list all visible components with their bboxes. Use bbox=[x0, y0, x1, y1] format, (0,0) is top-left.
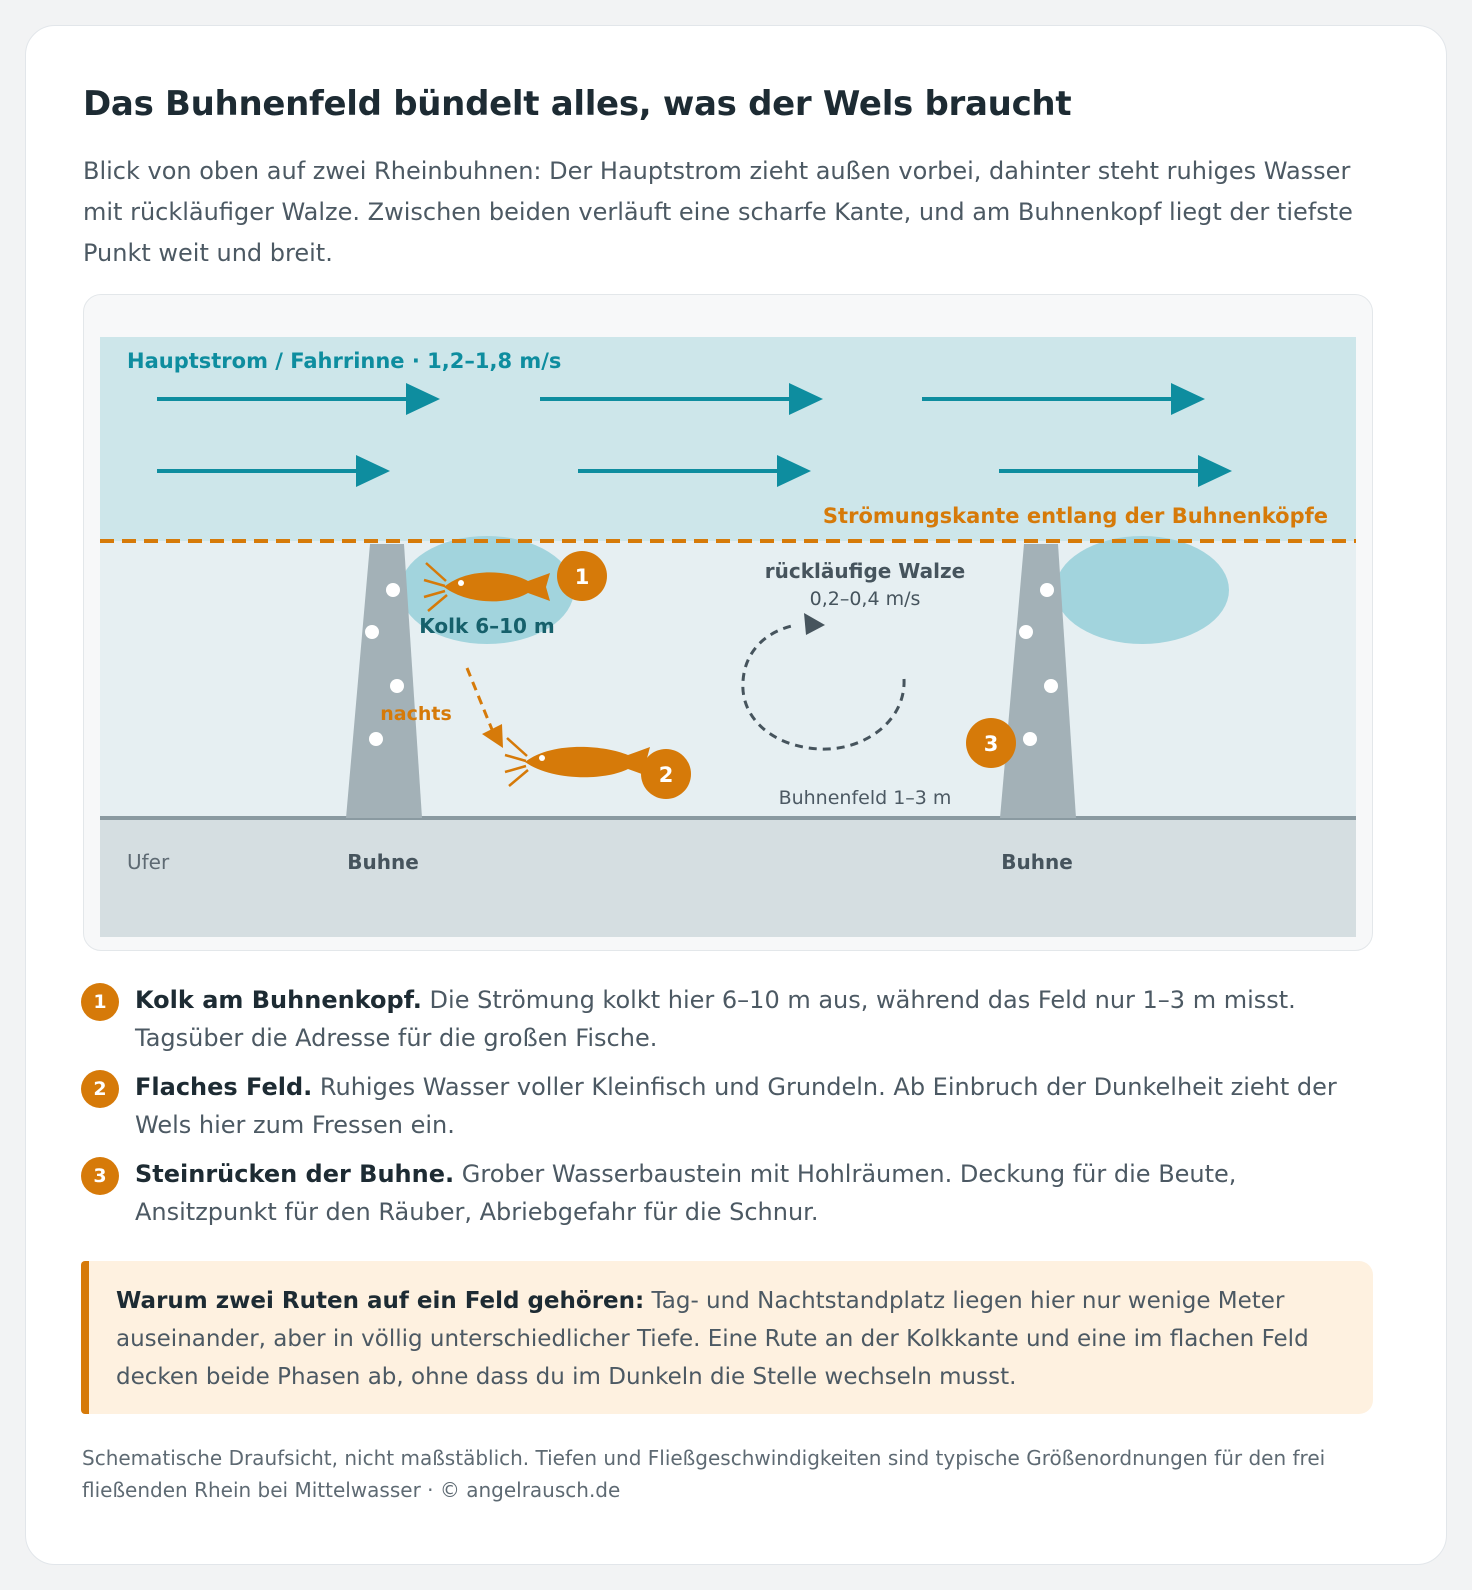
marker-1 bbox=[557, 551, 607, 601]
stone bbox=[1019, 625, 1033, 639]
legend-item bbox=[81, 1068, 1381, 1144]
eddy-label: rückläufige Walze bbox=[764, 559, 966, 583]
legend-item bbox=[81, 981, 1381, 1057]
legend-item-title: Kolk am Buhnenkopf. bbox=[135, 986, 422, 1014]
svg-text:2: 2 bbox=[658, 763, 674, 787]
tip-callout bbox=[81, 1261, 1373, 1414]
main-stream-label: Hauptstrom / Fahrrinne · 1,2–1,8 m/s bbox=[127, 349, 562, 373]
field-depth-label: Buhnenfeld 1–3 m bbox=[778, 787, 952, 809]
current-edge-label: Strömungskante entlang der Buhnenköpfe bbox=[822, 504, 1328, 528]
svg-text:3: 3 bbox=[983, 732, 999, 756]
stone bbox=[1044, 679, 1058, 693]
shore-area bbox=[100, 817, 1356, 937]
stone bbox=[390, 679, 404, 693]
footer-caption: Schematische Draufsicht, nicht maßstäblich. Tiefen und Fließgeschwindigkeiten sind typische Größenordnungen für den frei fließenden Rhein bei Mittelwasser · © angelrausch.de bbox=[82, 1446, 1326, 1502]
kolk-label: Kolk 6–10 m bbox=[419, 614, 555, 638]
legend-item-title: Steinrücken der Buhne. bbox=[135, 1160, 455, 1188]
marker-3 bbox=[966, 718, 1016, 768]
legend-item-text: Grober Wasserbaustein mit Hohlräumen. Deckung für die Beute, Ansitzpunkt für den Räuber, Abriebgefahr für die Schnur. bbox=[135, 1160, 1237, 1226]
groyne-diagram-svg bbox=[84, 295, 1374, 952]
lead-paragraph: Blick von oben auf zwei Rheinbuhnen: Der Hauptstrom zieht außen vorbei, dahinter steht ruhiges Wasser mit rückläufiger Walze. Zwischen beiden verläuft eine scharfe Kante, und am Buhnenkopf liegt der tiefste Punkt weit und breit. bbox=[83, 157, 1353, 267]
legend-item-text: Die Strömung kolkt hier 6–10 m aus, während das Feld nur 1–3 m misst. Tagsüber die Adresse für die großen Fische. bbox=[135, 986, 1296, 1052]
legend-list bbox=[81, 981, 1381, 1242]
tip-text: Tag- und Nachtstandplatz liegen hier nur wenige Meter auseinander, aber in völlig unterschiedlicher Tiefe. Eine Rute an der Kolkkante und eine im flachen Feld decken beide Phasen ab, ohne dass du im Dunkeln die Stelle wechseln musst. bbox=[116, 1288, 1309, 1390]
tip-title: Warum zwei Ruten auf ein Feld gehören: bbox=[116, 1288, 645, 1314]
stone bbox=[1040, 583, 1054, 597]
eddy-speed-label: 0,2–0,4 m/s bbox=[809, 588, 921, 610]
groyne-right-label: Buhne bbox=[1001, 850, 1073, 874]
groyne-diagram bbox=[83, 294, 1373, 951]
legend-item bbox=[81, 1155, 1381, 1231]
stone bbox=[386, 583, 400, 597]
legend-badge-1: 1 bbox=[81, 983, 119, 1021]
legend-badge-3: 3 bbox=[81, 1157, 119, 1195]
kolk-pool-right bbox=[1055, 536, 1229, 644]
page-title: Das Buhnenfeld bündelt alles, was der Wels braucht bbox=[83, 84, 1072, 124]
svg-text:1: 1 bbox=[574, 565, 590, 589]
stone bbox=[369, 732, 383, 746]
night-label: nachts bbox=[380, 703, 452, 725]
shore-label: Ufer bbox=[127, 850, 170, 874]
stone bbox=[1023, 732, 1037, 746]
infographic-card bbox=[25, 25, 1447, 1565]
groyne-left-label: Buhne bbox=[347, 850, 419, 874]
legend-item-text: Ruhiges Wasser voller Kleinfisch und Grundeln. Ab Einbruch der Dunkelheit zieht der Wels hier zum Fressen ein. bbox=[135, 1073, 1337, 1139]
legend-item-title: Flaches Feld. bbox=[135, 1073, 313, 1101]
legend-badge-2: 2 bbox=[81, 1070, 119, 1108]
stone bbox=[365, 625, 379, 639]
marker-2 bbox=[641, 749, 691, 799]
